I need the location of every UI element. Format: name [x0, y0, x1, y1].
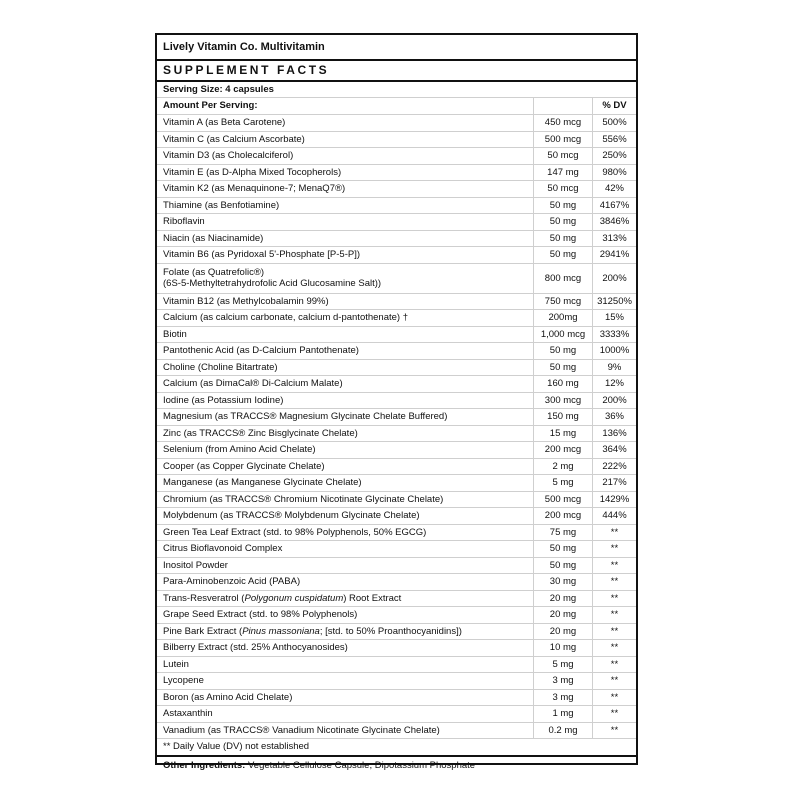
nutrient-name: Vanadium (as TRACCS® Vanadium Nicotinate Glycinate Chelate)	[163, 724, 440, 736]
nutrient-name: Molybdenum (as TRACCS® Molybdenum Glycinate Chelate)	[163, 510, 420, 521]
other-ingredients-value: Vegetable Cellulose Capsule, Dipotassium Phosphate	[245, 760, 476, 771]
nutrient-dv: **	[592, 574, 636, 590]
other-ingredients	[157, 757, 636, 775]
nutrient-amount: 500 mcg	[533, 492, 592, 508]
table-row	[157, 247, 636, 264]
table-row	[157, 231, 636, 248]
nutrient-dv: 556%	[592, 132, 636, 148]
nutrient-dv: **	[592, 541, 636, 557]
nutrient-dv: 3846%	[592, 214, 636, 230]
nutrient-dv: **	[592, 558, 636, 574]
table-row	[157, 393, 636, 410]
table-row	[157, 706, 636, 723]
nutrient-amount: 10 mg	[533, 640, 592, 656]
nutrient-dv: 12%	[592, 376, 636, 392]
table-row	[157, 181, 636, 198]
nutrient-name-pre: Trans-Resveratrol (	[163, 592, 245, 604]
nutrient-amount: 500 mcg	[533, 132, 592, 148]
nutrient-dv: **	[592, 673, 636, 689]
nutrient-amount: 200mg	[533, 310, 592, 326]
table-row	[157, 327, 636, 344]
table-row	[157, 574, 636, 591]
nutrient-name: Riboflavin	[163, 216, 205, 227]
table-row	[157, 459, 636, 476]
nutrient-name: Pantothenic Acid (as D-Calcium Pantothenate)	[163, 345, 359, 356]
nutrient-name: Vitamin E (as D-Alpha Mixed Tocopherols)	[163, 166, 342, 178]
nutrient-amount: 50 mg	[533, 198, 592, 214]
table-row	[157, 492, 636, 509]
amount-per-serving-header: Amount Per Serving:	[163, 100, 258, 111]
table-header	[157, 98, 636, 115]
nutrient-amount: 20 mg	[533, 607, 592, 623]
table-row	[157, 673, 636, 690]
nutrient-dv: **	[592, 690, 636, 706]
table-row	[157, 525, 636, 542]
nutrient-amount: 5 mg	[533, 475, 592, 491]
nutrient-dv: 15%	[592, 310, 636, 326]
nutrient-name: Vitamin C (as Calcium Ascorbate)	[163, 133, 305, 145]
nutrient-amount: 5 mg	[533, 657, 592, 673]
nutrient-dv: **	[592, 706, 636, 722]
table-row	[157, 165, 636, 182]
nutrient-dv: 31250%	[592, 294, 636, 310]
nutrient-dv: 364%	[592, 442, 636, 458]
table-row	[157, 640, 636, 657]
nutrient-name: Bilberry Extract (std. 25% Anthocyanosides)	[163, 642, 348, 653]
nutrient-dv: 222%	[592, 459, 636, 475]
nutrient-dv: 36%	[592, 409, 636, 425]
serving-size: Serving Size: 4 capsules	[157, 82, 636, 98]
nutrient-name: Vitamin A (as Beta Carotene)	[163, 117, 286, 128]
nutrient-name: Thiamine (as Benfotiamine)	[163, 199, 280, 211]
nutrient-name: Vitamin B6 (as Pyridoxal 5'-Phosphate [P-5-P])	[163, 249, 361, 260]
nutrient-name: Astaxanthin	[163, 708, 213, 719]
supplement-facts-panel	[155, 33, 638, 771]
nutrient-name: Lycopene	[163, 675, 204, 686]
nutrient-amount: 50 mg	[533, 343, 592, 359]
nutrient-name	[157, 624, 533, 640]
table-row	[157, 624, 636, 641]
nutrient-amount: 50 mg	[533, 247, 592, 263]
nutrient-table	[157, 115, 636, 739]
nutrient-dv: **	[592, 640, 636, 656]
nutrient-amount: 3 mg	[533, 673, 592, 689]
dv-column-header: % DV	[592, 98, 636, 114]
table-row	[157, 214, 636, 231]
table-row	[157, 426, 636, 443]
nutrient-name: Inositol Powder	[163, 559, 228, 571]
nutrient-dv: 136%	[592, 426, 636, 442]
nutrient-amount: 50 mg	[533, 541, 592, 557]
nutrient-name: Vitamin D3 (as Cholecalciferol)	[163, 150, 294, 161]
nutrient-amount: 750 mcg	[533, 294, 592, 310]
nutrient-dv: 980%	[592, 165, 636, 181]
table-row	[157, 360, 636, 377]
nutrient-amount: 50 mg	[533, 360, 592, 376]
nutrient-name-latin: Pinus massoniana	[242, 625, 320, 637]
nutrient-name: Choline (Choline Bitartrate)	[163, 361, 278, 373]
table-row	[157, 607, 636, 624]
nutrient-dv: **	[592, 591, 636, 607]
table-row	[157, 657, 636, 674]
nutrient-name: Manganese (as Manganese Glycinate Chelate)	[163, 477, 362, 488]
nutrient-dv: **	[592, 525, 636, 541]
nutrient-dv: **	[592, 624, 636, 640]
table-row	[157, 475, 636, 492]
nutrient-dv: 500%	[592, 115, 636, 131]
nutrient-name-post: ) Root Extract	[343, 592, 402, 604]
nutrient-amount: 20 mg	[533, 624, 592, 640]
nutrient-amount: 30 mg	[533, 574, 592, 590]
nutrient-dv: 4167%	[592, 198, 636, 214]
panel-title: SUPPLEMENT FACTS	[157, 61, 636, 82]
nutrient-dv: 217%	[592, 475, 636, 491]
nutrient-name: Boron (as Amino Acid Chelate)	[163, 691, 293, 703]
table-row	[157, 409, 636, 426]
table-row	[157, 541, 636, 558]
table-row	[157, 132, 636, 149]
nutrient-name-latin: Polygonum cuspidatum	[244, 592, 344, 604]
nutrient-amount: 50 mcg	[533, 181, 592, 197]
nutrient-name: Selenium (from Amino Acid Chelate)	[163, 444, 316, 455]
nutrient-dv: 313%	[592, 231, 636, 247]
nutrient-amount: 147 mg	[533, 165, 592, 181]
nutrient-dv: 444%	[592, 508, 636, 524]
nutrient-dv: 250%	[592, 148, 636, 164]
nutrient-amount: 200 mcg	[533, 442, 592, 458]
nutrient-name	[157, 264, 533, 293]
nutrient-name: Vitamin K2 (as Menaquinone-7; MenaQ7®)	[163, 183, 346, 194]
table-row	[157, 198, 636, 215]
nutrient-amount: 50 mg	[533, 231, 592, 247]
nutrient-name: Iodine (as Potassium Iodine)	[163, 394, 284, 406]
nutrient-name-post: ; [std. to 50% Proanthocyanidins])	[319, 625, 462, 637]
table-row	[157, 508, 636, 525]
nutrient-name: Magnesium (as TRACCS® Magnesium Glycinate Chelate Buffered)	[163, 411, 448, 422]
nutrient-name: Calcium (as calcium carbonate, calcium d-pantothenate) †	[163, 312, 409, 323]
nutrient-name: Para-Aminobenzoic Acid (PABA)	[163, 576, 301, 587]
nutrient-amount: 50 mg	[533, 558, 592, 574]
nutrient-dv: **	[592, 607, 636, 623]
nutrient-amount: 1 mg	[533, 706, 592, 722]
nutrient-dv: 200%	[592, 264, 636, 293]
table-row	[157, 115, 636, 132]
nutrient-name: Vitamin B12 (as Methylcobalamin 99%)	[163, 295, 329, 307]
nutrient-name-line1: Folate (as Quatrefolic®)	[163, 266, 264, 278]
nutrient-name: Grape Seed Extract (std. to 98% Polyphenols)	[163, 609, 358, 620]
nutrient-dv: **	[592, 723, 636, 739]
nutrient-amount: 450 mcg	[533, 115, 592, 131]
nutrient-name: Cooper (as Copper Glycinate Chelate)	[163, 460, 325, 472]
table-row	[157, 376, 636, 393]
table-row	[157, 558, 636, 575]
nutrient-amount: 0.2 mg	[533, 723, 592, 739]
amount-column-header	[533, 98, 592, 114]
nutrient-amount: 50 mg	[533, 214, 592, 230]
product-name: Lively Vitamin Co. Multivitamin	[157, 35, 636, 61]
nutrient-amount: 50 mcg	[533, 148, 592, 164]
table-row	[157, 343, 636, 360]
nutrient-amount: 20 mg	[533, 591, 592, 607]
table-row	[157, 294, 636, 311]
nutrient-amount: 160 mg	[533, 376, 592, 392]
nutrient-name: Citrus Bioflavonoid Complex	[163, 543, 283, 554]
table-row	[157, 264, 636, 294]
table-row	[157, 690, 636, 707]
nutrient-dv: **	[592, 657, 636, 673]
table-row	[157, 591, 636, 608]
nutrient-name: Zinc (as TRACCS® Zinc Bisglycinate Chelate)	[163, 427, 358, 439]
nutrient-amount: 15 mg	[533, 426, 592, 442]
nutrient-amount: 1,000 mcg	[533, 327, 592, 343]
table-row	[157, 442, 636, 459]
nutrient-amount: 75 mg	[533, 525, 592, 541]
nutrient-dv: 42%	[592, 181, 636, 197]
nutrient-name: Lutein	[163, 658, 189, 670]
nutrient-name: Niacin (as Niacinamide)	[163, 232, 264, 244]
nutrient-name: Calcium (as DimaCal® Di-Calcium Malate)	[163, 378, 343, 389]
dv-footnote: ** Daily Value (DV) not established	[157, 739, 636, 757]
nutrient-name: Green Tea Leaf Extract (std. to 98% Polyphenols, 50% EGCG)	[163, 526, 427, 538]
table-row	[157, 723, 636, 740]
table-row	[157, 310, 636, 327]
nutrient-name: Chromium (as TRACCS® Chromium Nicotinate Glycinate Chelate)	[163, 493, 444, 505]
nutrient-amount: 2 mg	[533, 459, 592, 475]
nutrient-dv: 1000%	[592, 343, 636, 359]
nutrient-amount: 3 mg	[533, 690, 592, 706]
nutrient-dv: 3333%	[592, 327, 636, 343]
other-ingredients-label: Other Ingredients:	[163, 760, 246, 771]
nutrient-dv: 9%	[592, 360, 636, 376]
nutrient-dv: 200%	[592, 393, 636, 409]
nutrient-dv: 1429%	[592, 492, 636, 508]
nutrient-amount: 150 mg	[533, 409, 592, 425]
nutrient-name-line2: (6S-5-Methyltetrahydrofolic Acid Glucosamine Salt))	[163, 277, 382, 289]
nutrient-amount: 200 mcg	[533, 508, 592, 524]
table-row	[157, 148, 636, 165]
nutrient-name: Biotin	[163, 328, 187, 340]
nutrient-name-pre: Pine Bark Extract (	[163, 625, 243, 637]
nutrient-name	[157, 591, 533, 607]
nutrient-dv: 2941%	[592, 247, 636, 263]
nutrient-amount: 800 mcg	[533, 264, 592, 293]
nutrient-amount: 300 mcg	[533, 393, 592, 409]
